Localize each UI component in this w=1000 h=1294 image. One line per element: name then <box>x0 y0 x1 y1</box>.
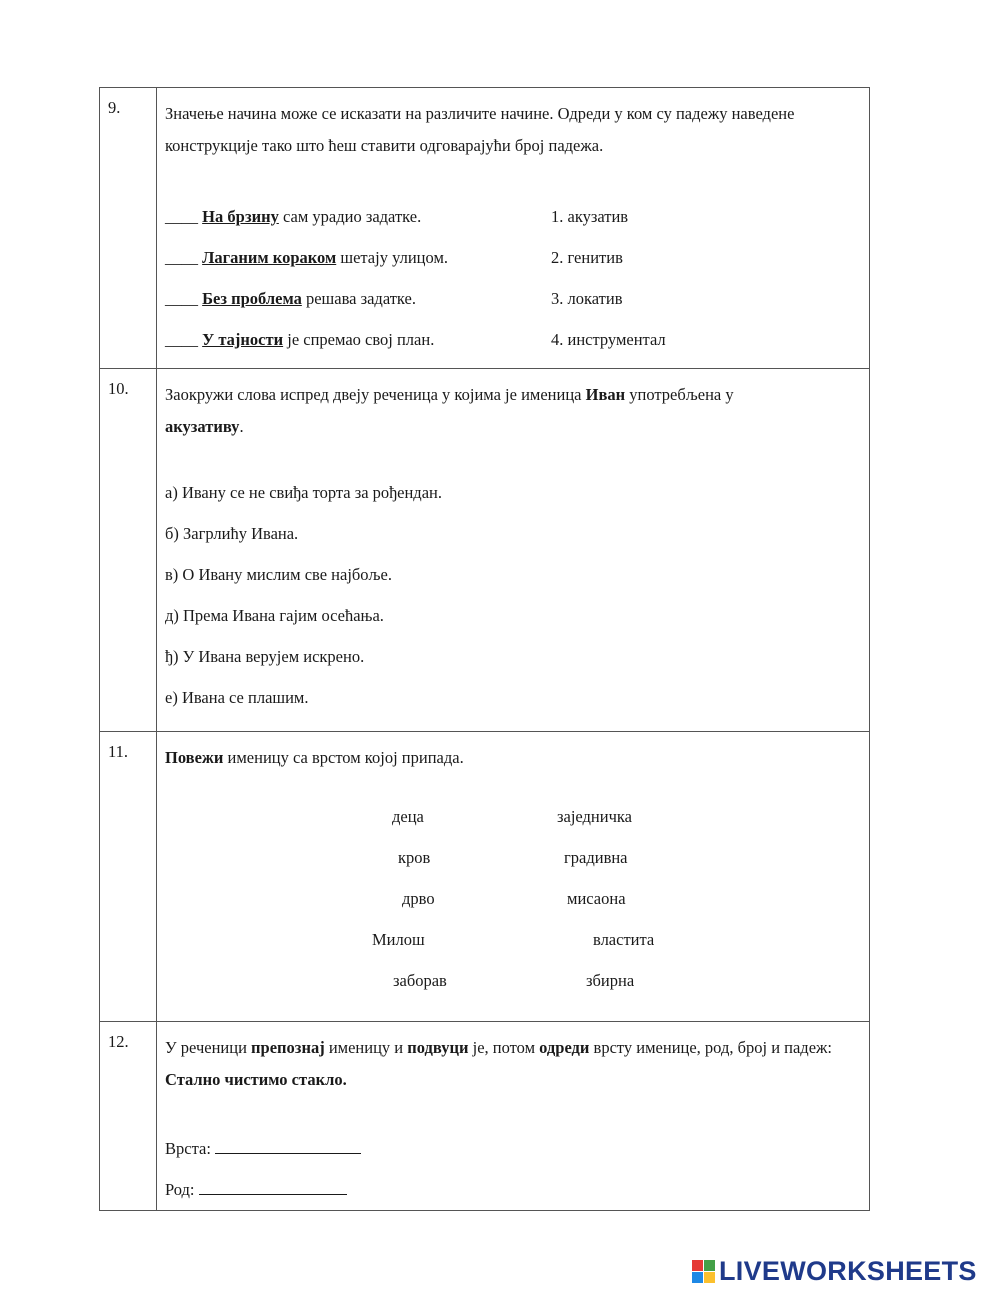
option-e[interactable]: е) Ивана се плашим. <box>165 688 309 707</box>
logo-block <box>692 1260 703 1271</box>
answer-blank[interactable]: ____ <box>165 330 198 349</box>
logo-block <box>692 1272 703 1283</box>
question-11-row <box>100 732 870 1022</box>
question-10-content <box>157 369 870 732</box>
case-label: 3. локатив <box>551 289 623 308</box>
matching-area <box>165 794 861 999</box>
question-12-content <box>157 1022 870 1211</box>
noun-item[interactable]: Милош <box>372 930 425 949</box>
match-row <box>165 278 861 319</box>
logo-text: LIVEWORKSHEETS <box>719 1256 977 1286</box>
question-number: 11. <box>100 732 157 1022</box>
vrsta-input[interactable] <box>215 1139 361 1154</box>
question-9-text: Значење начина може се исказати на различите начине. Одреди у ком су падежу наведене конструкције тако што ћеш ставити одговарајући број падежа. <box>165 104 795 155</box>
answer-blank[interactable]: ____ <box>165 248 198 267</box>
question-number: 10. <box>100 369 157 732</box>
field-vrsta <box>165 1128 861 1169</box>
question-number: 12. <box>100 1022 157 1211</box>
option-b[interactable]: б) Загрлићу Ивана. <box>165 524 299 543</box>
option-dj[interactable]: ђ) У Ивана верујем искрено. <box>165 647 365 666</box>
case-label: 4. инструментал <box>551 330 666 349</box>
question-11-content <box>157 732 870 1022</box>
match-row <box>165 196 861 237</box>
type-item[interactable]: збирна <box>586 971 635 990</box>
question-10-row <box>100 369 870 732</box>
text-bold: Иван <box>585 385 626 404</box>
option-d[interactable]: д) Према Ивана гајим осећања. <box>165 606 384 625</box>
option-v[interactable]: в) О Ивану мислим све најбоље. <box>165 565 392 584</box>
noun-item[interactable]: кров <box>398 848 431 867</box>
text-bold: препознај <box>251 1038 325 1057</box>
type-item[interactable]: мисаона <box>567 889 626 908</box>
text: именицу и <box>324 1038 408 1057</box>
noun-item[interactable]: деца <box>392 807 424 826</box>
question-10-text <box>165 379 861 443</box>
question-11-text <box>165 742 861 774</box>
question-9-row <box>100 88 870 369</box>
text-bold: подвуци <box>407 1038 469 1057</box>
text: Заокружи слова испред двеју реченица у којима је именица <box>165 385 586 404</box>
logo-block <box>704 1272 715 1283</box>
phrase-rest: сам урадио задатке. <box>278 207 422 226</box>
liveworksheets-logo <box>692 1256 977 1287</box>
answer-blank[interactable]: ____ <box>165 289 198 308</box>
match-row <box>165 237 861 278</box>
rod-input[interactable] <box>199 1180 347 1195</box>
text: употребљена у <box>625 385 734 404</box>
noun-item[interactable]: заборав <box>393 971 447 990</box>
phrase: У тајности <box>202 330 284 349</box>
type-item[interactable]: властита <box>593 930 655 949</box>
phrase: На брзину <box>202 207 279 226</box>
phrase-rest: решава задатке. <box>301 289 416 308</box>
case-label: 2. генитив <box>551 248 623 267</box>
field-label: Род: <box>165 1180 199 1199</box>
phrase-rest: је спремао свој план. <box>283 330 435 349</box>
type-item[interactable]: градивна <box>564 848 628 867</box>
text: именицу са врстом којој припада. <box>223 748 464 767</box>
text-bold: акузативу <box>165 417 240 436</box>
case-label: 1. акузатив <box>551 207 629 226</box>
question-12-text <box>165 1032 861 1096</box>
logo-icon <box>692 1260 715 1283</box>
text: врсту именице, род, број и падеж: <box>589 1038 833 1057</box>
logo-block <box>704 1260 715 1271</box>
text: У реченици <box>165 1038 252 1057</box>
match-row <box>165 319 861 360</box>
worksheet-table <box>99 87 870 1211</box>
question-9-content <box>157 88 870 369</box>
phrase: Лаганим кораком <box>202 248 337 267</box>
sentence: Стално чистимо стакло. <box>165 1070 347 1089</box>
type-item[interactable]: заједничка <box>557 807 632 826</box>
field-label: Врста: <box>165 1139 216 1158</box>
text: . <box>239 417 244 436</box>
question-number: 9. <box>100 88 157 369</box>
text-bold: одреди <box>539 1038 590 1057</box>
answer-blank[interactable]: ____ <box>165 207 198 226</box>
text: је, потом <box>468 1038 540 1057</box>
text-bold: Повежи <box>165 748 224 767</box>
option-a[interactable]: а) Ивану се не свиђа торта за рођендан. <box>165 483 442 502</box>
field-rod <box>165 1169 861 1210</box>
phrase: Без проблема <box>202 289 302 308</box>
phrase-rest: шетају улицом. <box>336 248 449 267</box>
question-12-row <box>100 1022 870 1211</box>
noun-item[interactable]: дрво <box>402 889 435 908</box>
